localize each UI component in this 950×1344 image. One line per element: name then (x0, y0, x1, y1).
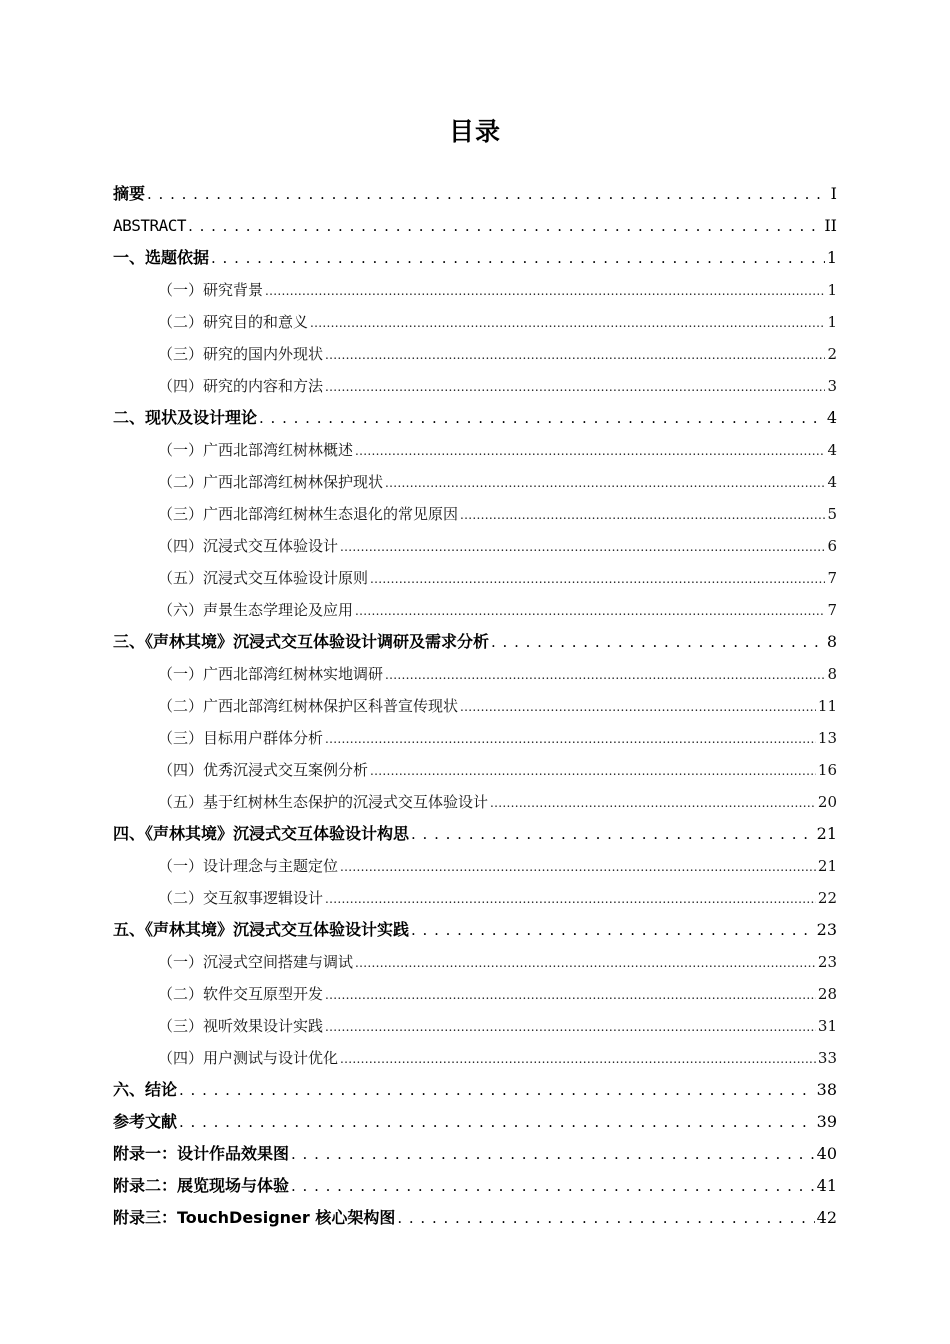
toc-section-entry[interactable] (113, 562, 837, 594)
toc-section-entry[interactable] (113, 594, 837, 626)
toc-page-number: 41 (816, 1176, 837, 1195)
toc-section-entry[interactable] (113, 690, 837, 722)
toc-dot-leader (370, 563, 825, 595)
toc-section-entry[interactable] (113, 370, 837, 402)
toc-page-number: 23 (817, 953, 837, 971)
toc-dot-leader (385, 467, 825, 499)
toc-entry-title: （二）交互叙事逻辑设计 (158, 889, 324, 907)
toc-page-number: 33 (817, 1049, 837, 1067)
toc-entry-title: （一）研究背景 (158, 281, 264, 299)
toc-entry-title: （四）研究的内容和方法 (158, 377, 324, 395)
toc-dot-leader (259, 402, 825, 434)
toc-dot-leader (325, 339, 825, 371)
toc-entry-title: 参考文献 (113, 1112, 178, 1131)
toc-section-entry[interactable] (113, 434, 837, 466)
toc-chapter-entry[interactable] (113, 818, 837, 850)
toc-dot-leader (397, 1202, 814, 1234)
toc-dot-leader (325, 979, 816, 1011)
toc-section-entry[interactable] (113, 466, 837, 498)
toc-dot-leader (179, 1106, 815, 1138)
toc-page-number: 1 (827, 281, 837, 299)
toc-entry-title: 五、《声林其境》沉浸式交互体验设计实践 (113, 920, 410, 939)
toc-dot-leader (188, 210, 822, 242)
toc-page-number: 7 (827, 569, 837, 587)
toc-section-entry[interactable] (113, 274, 837, 306)
toc-page-number: 4 (826, 408, 837, 427)
toc-chapter-entry[interactable] (113, 178, 837, 210)
toc-section-entry[interactable] (113, 1010, 837, 1042)
toc-page-number: 8 (827, 665, 837, 683)
toc-entry-title: 六、结论 (113, 1080, 178, 1099)
toc-entry-title: （六）声景生态学理论及应用 (158, 601, 354, 619)
toc-section-entry[interactable] (113, 754, 837, 786)
toc-dot-leader (411, 914, 815, 946)
toc-dot-leader (211, 242, 825, 274)
toc-page-number: 28 (817, 985, 837, 1003)
toc-entry-title: （二）研究目的和意义 (158, 313, 309, 331)
toc-dot-leader (325, 1011, 816, 1043)
toc-page-number: 11 (817, 697, 837, 715)
toc-dot-leader (355, 435, 825, 467)
toc-entry-title: （五）基于红树林生态保护的沉浸式交互体验设计 (158, 793, 489, 811)
toc-page-number: I (830, 184, 837, 203)
toc-entry-title: 二、现状及设计理论 (113, 408, 258, 427)
toc-entry-title: （五）沉浸式交互体验设计原则 (158, 569, 369, 587)
toc-dot-leader (147, 178, 829, 210)
toc-page-number: 4 (827, 473, 837, 491)
toc-dot-leader (265, 275, 825, 307)
toc-entry-title: （三）广西北部湾红树林生态退化的常见原因 (158, 505, 459, 523)
toc-entry-title: （二）软件交互原型开发 (158, 985, 324, 1003)
toc-dot-leader (385, 659, 825, 691)
toc-entry-title: （二）广西北部湾红树林保护区科普宣传现状 (158, 697, 459, 715)
toc-page-number: 38 (816, 1080, 837, 1099)
toc-dot-leader (490, 787, 816, 819)
toc-entry-title: （四）沉浸式交互体验设计 (158, 537, 339, 555)
toc-entry-title: （三）研究的国内外现状 (158, 345, 324, 363)
toc-page-number: 3 (827, 377, 837, 395)
toc-section-entry[interactable] (113, 530, 837, 562)
toc-entry-title: ABSTRACT (113, 216, 187, 235)
toc-page-number: 31 (817, 1017, 837, 1035)
toc-section-entry[interactable] (113, 338, 837, 370)
toc-section-entry[interactable] (113, 1042, 837, 1074)
toc-entry-title: （四）优秀沉浸式交互案例分析 (158, 761, 369, 779)
toc-chapter-entry[interactable] (113, 1138, 837, 1170)
toc-entry-title: （二）广西北部湾红树林保护现状 (158, 473, 384, 491)
toc-dot-leader (325, 723, 816, 755)
toc-dot-leader (460, 691, 816, 723)
toc-dot-leader (460, 499, 825, 531)
toc-page-number: 21 (817, 857, 837, 875)
toc-page-number: 16 (817, 761, 837, 779)
toc-dot-leader (340, 531, 825, 563)
toc-chapter-entry[interactable] (113, 1106, 837, 1138)
toc-section-entry[interactable] (113, 306, 837, 338)
toc-page-number: 39 (816, 1112, 837, 1131)
toc-page-number: 21 (816, 824, 837, 843)
toc-entry-title: 附录一：设计作品效果图 (113, 1144, 290, 1163)
toc-dot-leader (310, 307, 825, 339)
toc-entry-title: 摘要 (113, 184, 146, 203)
toc-entry-title: （一）设计理念与主题定位 (158, 857, 339, 875)
toc-chapter-entry[interactable] (113, 242, 837, 274)
toc-section-entry[interactable] (113, 882, 837, 914)
toc-chapter-entry[interactable] (113, 626, 837, 658)
toc-entry-title: （四）用户测试与设计优化 (158, 1049, 339, 1067)
toc-entry-title: （一）沉浸式空间搭建与调试 (158, 953, 354, 971)
toc-section-entry[interactable] (113, 850, 837, 882)
toc-page-number: 4 (827, 441, 837, 459)
toc-page-number: 5 (827, 505, 837, 523)
toc-page-number: 1 (826, 248, 837, 267)
toc-page-number: 13 (817, 729, 837, 747)
toc-entry-title: 一、选题依据 (113, 248, 210, 267)
toc-page-number: 8 (826, 632, 837, 651)
toc-dot-leader (179, 1074, 815, 1106)
toc-page-number: 7 (827, 601, 837, 619)
toc-page-number: 40 (816, 1144, 837, 1163)
toc-page-number: 22 (817, 889, 837, 907)
toc-dot-leader (411, 818, 815, 850)
toc-page-number: 42 (816, 1208, 837, 1227)
toc-chapter-entry[interactable] (113, 210, 837, 242)
toc-chapter-entry[interactable] (113, 1074, 837, 1106)
toc-page-number: 1 (827, 313, 837, 331)
toc-section-entry[interactable] (113, 498, 837, 530)
toc-entry-title: （一）广西北部湾红树林实地调研 (158, 665, 384, 683)
toc-page-number: 20 (817, 793, 837, 811)
toc-section-entry[interactable] (113, 978, 837, 1010)
toc-dot-leader (491, 626, 825, 658)
toc-entry-title: 附录三：TouchDesigner 核心架构图 (113, 1208, 396, 1227)
toc-section-entry[interactable] (113, 946, 837, 978)
toc-entry-title: 四、《声林其境》沉浸式交互体验设计构思 (113, 824, 410, 843)
toc-section-entry[interactable] (113, 722, 837, 754)
toc-chapter-entry[interactable] (113, 1170, 837, 1202)
toc-entry-title: （三）目标用户群体分析 (158, 729, 324, 747)
toc-dot-leader (355, 595, 825, 627)
toc-dot-leader (355, 947, 816, 979)
toc-section-entry[interactable] (113, 658, 837, 690)
toc-dot-leader (325, 883, 816, 915)
toc-entry-title: 附录二：展览现场与体验 (113, 1176, 290, 1195)
toc-dot-leader (291, 1138, 815, 1170)
toc-page-number: II (824, 216, 837, 235)
toc-dot-leader (340, 851, 816, 883)
toc-dot-leader (370, 755, 816, 787)
toc-section-entry[interactable] (113, 786, 837, 818)
toc-dot-leader (325, 371, 825, 403)
toc-entry-title: 三、《声林其境》沉浸式交互体验设计调研及需求分析 (113, 632, 490, 651)
toc-entry-title: （一）广西北部湾红树林概述 (158, 441, 354, 459)
toc-page-number: 6 (827, 537, 837, 555)
page-title: 目录 (448, 117, 501, 146)
toc-dot-leader (340, 1043, 816, 1075)
toc-chapter-entry[interactable] (113, 914, 837, 946)
toc-page-number: 2 (827, 345, 837, 363)
toc-chapter-entry[interactable] (113, 402, 837, 434)
table-of-contents (113, 178, 837, 1234)
toc-dot-leader (291, 1170, 815, 1202)
toc-page-number: 23 (816, 920, 837, 939)
toc-chapter-entry[interactable] (113, 1202, 837, 1234)
toc-entry-title: （三）视听效果设计实践 (158, 1017, 324, 1035)
